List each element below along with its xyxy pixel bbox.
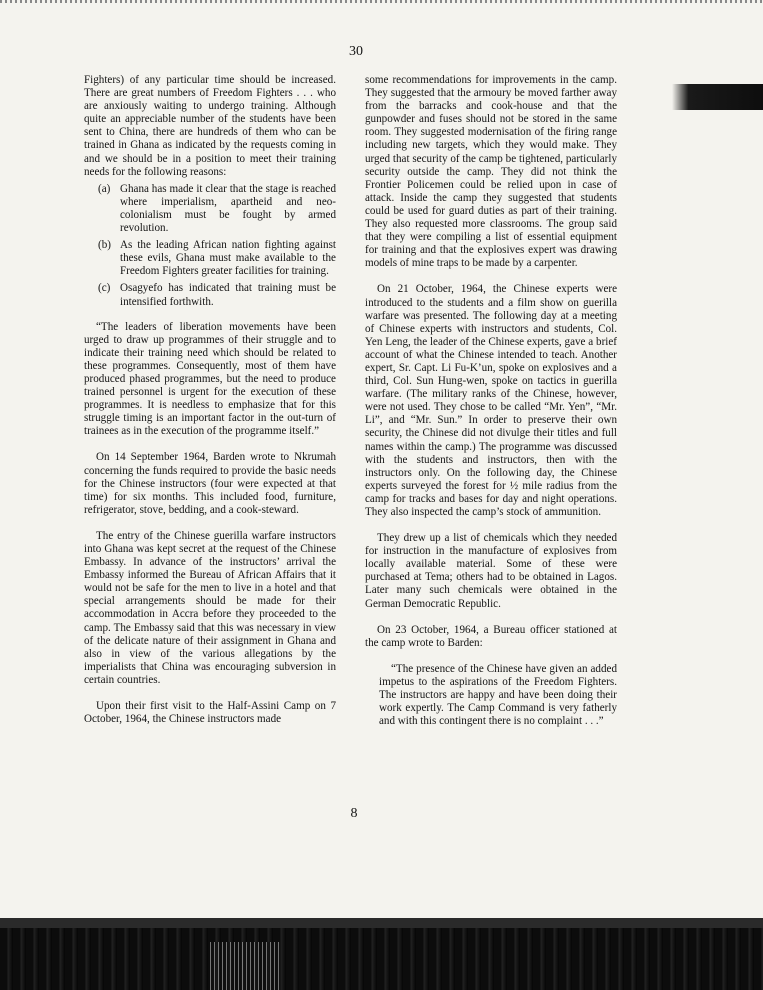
paragraph: They drew up a list of chemicals which they needed for instruction in the manufacture of explosives from locally available material. Some of these were purchased at Tema; others had to be obtained in Lagos. Later many such chemicals were obtained in the German Democratic Republic. xyxy=(365,532,617,610)
scan-top-edge xyxy=(0,0,763,3)
list-item-text: Ghana has made it clear that the stage is reached where imperialism, apartheid and neo-colonialism must be fought by armed revolution. xyxy=(120,182,336,235)
left-column xyxy=(84,74,336,739)
list-item-text: As the leading African nation fighting against these evils, Ghana must make available to the Freedom Fighters greater facilities for training. xyxy=(120,239,336,278)
scan-noise xyxy=(210,942,280,990)
list-marker: (c) xyxy=(98,282,111,295)
scan-edge-mark xyxy=(672,84,763,110)
scan-bottom-band xyxy=(0,918,763,990)
paragraph: On 23 October, 1964, a Bureau officer stationed at the camp wrote to Barden: xyxy=(365,623,617,649)
right-column xyxy=(365,74,617,741)
paragraph: The entry of the Chinese guerilla warfare instructors into Ghana was kept secret at the request of the Chinese Embassy. In advance of the instructors’ arrival the Embassy informed the Bureau of African Affairs that it would not be safe for the men to live in a hotel and that special arrangements should be made for their accommodation in Accra before they proceeded to the camp. The Embassy said that this was necessary in view of the delicate nature of their assignment in Ghana and also in view of the various allegations by the imperialists that China was encouraging subversion in certain countries. xyxy=(84,529,336,686)
paragraph: some recommendations for improvements in the camp. They suggested that the armoury be moved farther away from the barracks and cook-house and that the gunpowder and fuses should not be stored in the same room. They suggested modernisation of the firing range including new targets, which they would make. They urged that security of the camp be tightened, particularly security outside the camp. They did not think the Frontier Policemen could be relied upon in case of attack. Inside the camp they suggested that students could be used for guard duties as part of their training. They also requested more classrooms. The group said that they were compiling a list of essential equipment for training and that the explosives expert was drawing models of mine traps to be made by a carpenter. xyxy=(365,74,617,270)
list-item xyxy=(84,183,336,235)
reasons-list xyxy=(84,183,336,309)
paragraph: On 14 September 1964, Barden wrote to Nkrumah concerning the funds required to provide the basic needs for the Chinese instructors (four were expected at that time) for six months. This included food, furniture, refrigerator, stove, bedding, and a cook-steward. xyxy=(84,451,336,516)
block-quote: “The presence of the Chinese have given an added impetus to the aspirations of the Freedom Fighters. The instructors are happy and have been doing their work expertly. The Camp Command is very fatherly and with this contingent there is no complaint . . .” xyxy=(379,662,617,728)
paragraph: On 21 October, 1964, the Chinese experts were introduced to the students and a film show on guerilla warfare was presented. The following day at a meeting of Chinese experts with instructors and students, Col. Yen Leng, the leader of the Chinese experts, gave a brief account of what the Chinese intended to teach. Another expert, Sr. Capt. Li Fu-K’un, spoke on explosives and a third, Col. Sun Hung-wen, spoke on tactics in guerilla warfare. (The military ranks of the Chinese, however, were not used. They chose to be called “Mr. Yen”, “Mr. Li”, and “Mr. Sun.” In order to preserve their own security, the Chinese did not divulge their titles and full names within the camp.) The programme was discussed with the students and instructors, then with the instructors only. On the following day, the Chinese experts surveyed the forest for ½ mile radius from the camp for tracks and bases for day and night operations. They also inspected the camp’s stock of ammunition. xyxy=(365,283,617,518)
list-item-text: Osagyefo has indicated that training must be intensified forthwith. xyxy=(120,282,336,308)
list-marker: (a) xyxy=(98,182,111,195)
paragraph: Upon their first visit to the Half-Assini Camp on 7 October, 1964, the Chinese instructors made xyxy=(84,700,336,726)
list-item xyxy=(84,282,336,308)
page-number: 30 xyxy=(349,44,363,59)
paragraph: Fighters) of any particular time should be increased. There are great numbers of Freedom Fighters . . . who are anxiously waiting to undergo training. Although quite an appreciable number of the students have been sent to China, there are hundreds of them who can be trained in Ghana as indicated by the requests coming in and we should be in a position to meet their training needs for the following reasons: xyxy=(84,74,336,178)
quoted-paragraph: “The leaders of liberation movements have been urged to draw up programmes of their struggle and to indicate their training need which should be related to these programmes. Consequently, most of them have produced phased programmes, but the need to produce trained personnel is urgent for the execution of these programmes. It is needless to emphasize that for this struggle timing is an important factor in the out-turn of trainees as in the execution of the programme itself.” xyxy=(84,320,336,438)
footer-page-number: 8 xyxy=(350,806,358,821)
list-marker: (b) xyxy=(98,239,111,252)
list-item xyxy=(84,239,336,278)
